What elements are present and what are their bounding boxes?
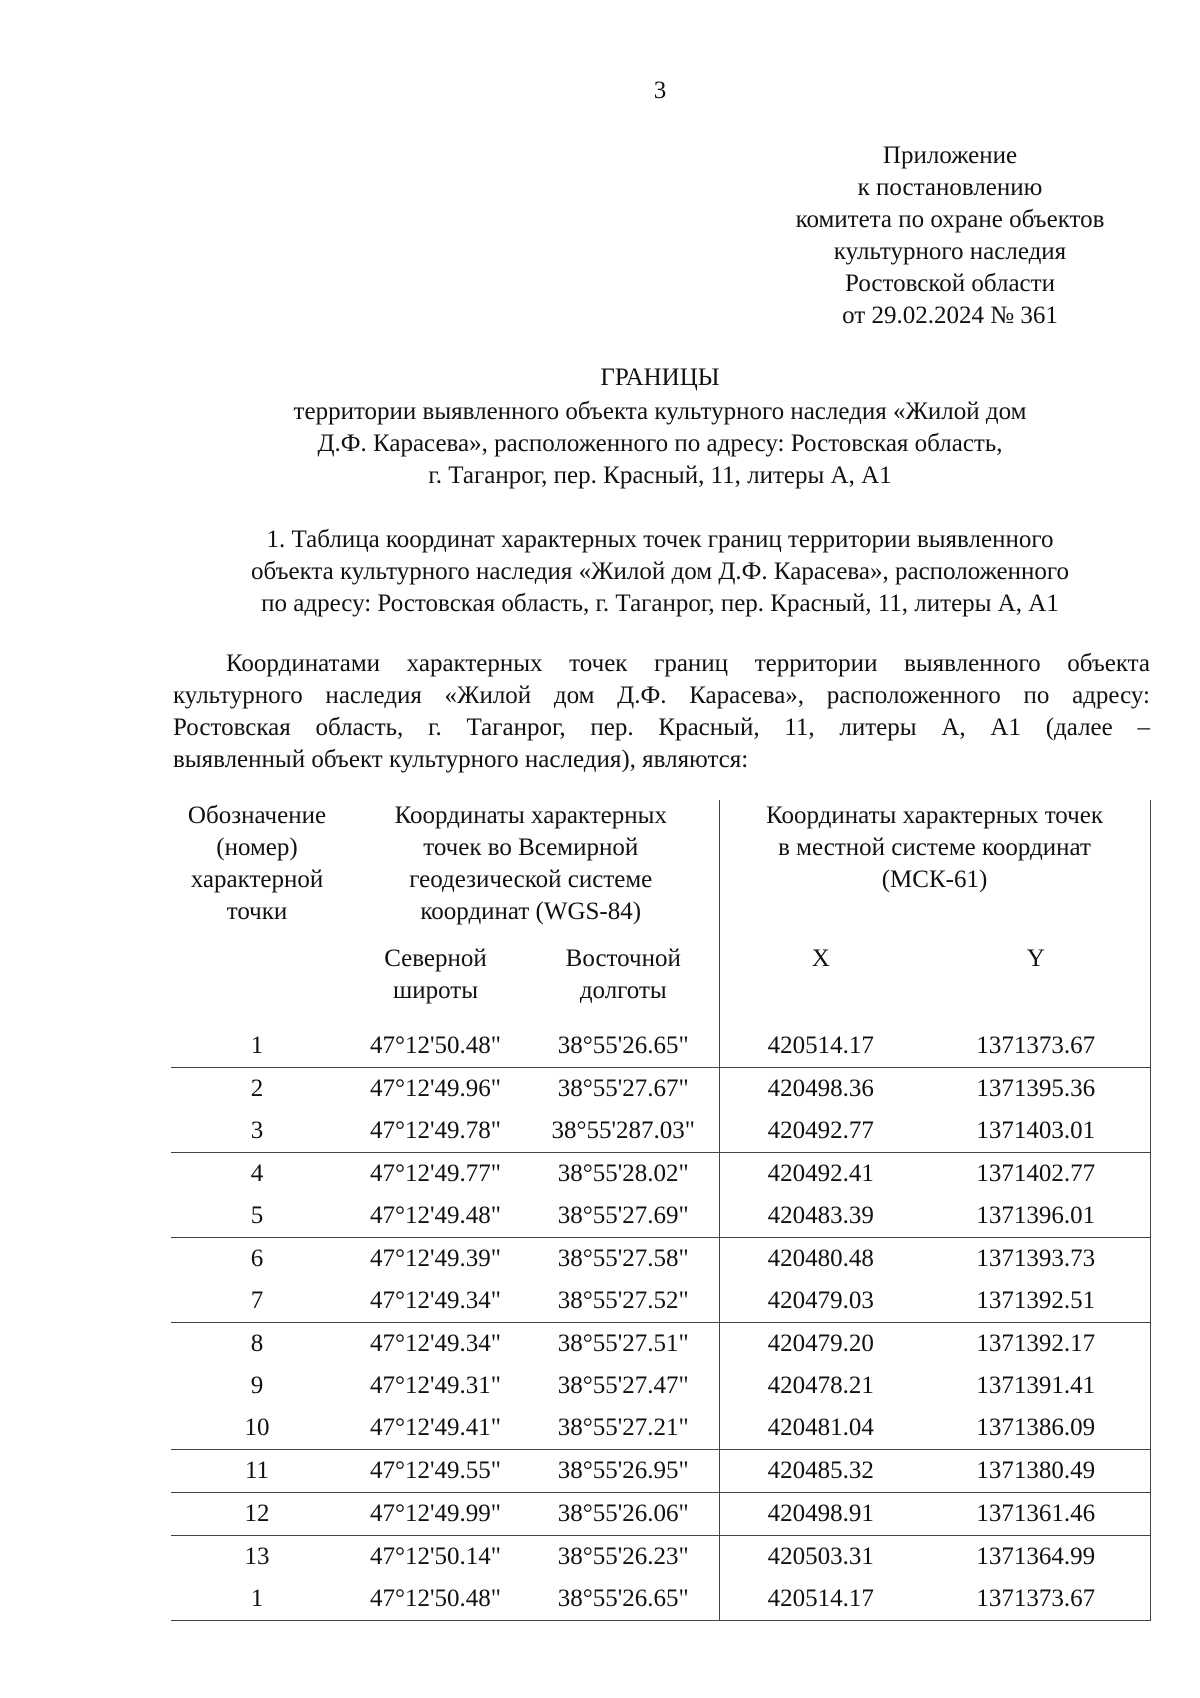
latitude-cell: 47°12'49.34" [343, 1323, 528, 1366]
x-cell: 420485.32 [719, 1450, 922, 1493]
section-heading [160, 524, 1160, 620]
y-cell: 1371373.67 [922, 1025, 1150, 1068]
y-cell: 1371373.67 [922, 1578, 1150, 1621]
longitude-cell: 38°55'27.58" [528, 1238, 719, 1281]
longitude-cell: 38°55'27.47" [557, 1372, 689, 1399]
subtitle-line: Д.Ф. Карасева», расположенного по адресу: Ростовская область, [317, 430, 1003, 457]
x-header: X [719, 943, 922, 1025]
longitude-cell: 38°55'26.95" [528, 1450, 719, 1493]
point-header: Обозначение (номер) характерной точки [187, 802, 327, 925]
intro-line: культурного наследия «Жилой дом Д.Ф. Карасева», расположенного по адресу: [173, 682, 1150, 709]
x-cell: 420478.21 [719, 1365, 922, 1407]
point-number-cell: 1 [171, 1578, 343, 1621]
longitude-cell: 38°55'27.52" [557, 1287, 689, 1314]
longitude-cell: 38°55'27.51" [528, 1323, 719, 1366]
longitude-cell: 38°55'27.67" [528, 1068, 719, 1111]
appendix-line: Приложение [882, 142, 1018, 169]
y-cell: 1371380.49 [922, 1450, 1150, 1493]
latitude-cell: 47°12'49.39" [343, 1238, 528, 1281]
point-number-cell: 1 [250, 1032, 264, 1059]
table-row [171, 1536, 1150, 1579]
x-cell: 420479.20 [719, 1323, 922, 1366]
y-cell: 1371364.99 [922, 1536, 1150, 1579]
y-cell: 1371391.41 [922, 1365, 1150, 1407]
lat-header: Северной широты [384, 945, 487, 1004]
section-heading-line: объекта культурного наследия «Жилой дом Д.Ф. Карасева», расположенного [250, 558, 1070, 585]
y-cell: 1371386.09 [922, 1407, 1150, 1450]
latitude-cell: 47°12'49.77" [343, 1153, 528, 1196]
y-header: Y [922, 943, 1150, 1025]
x-cell: 420492.41 [719, 1153, 922, 1196]
y-cell: 1371393.73 [922, 1238, 1150, 1281]
table-header-row [171, 800, 1150, 943]
intro-line: Координатами характерных точек границ территории выявленного объекта [226, 650, 1150, 677]
point-number-cell: 6 [171, 1238, 343, 1281]
table-row [171, 1578, 1150, 1621]
latitude-cell: 47°12'50.48" [343, 1578, 528, 1621]
latitude-cell: 47°12'49.41" [370, 1414, 501, 1441]
point-number-cell: 2 [171, 1068, 343, 1111]
appendix-block [760, 140, 1140, 332]
intro-paragraph [173, 648, 1150, 776]
table-row [171, 1493, 1150, 1536]
latitude-cell: 47°12'50.48" [370, 1032, 501, 1059]
subtitle-line: территории выявленного объекта культурного наследия «Жилой дом [293, 398, 1027, 425]
x-cell: 420492.77 [719, 1110, 922, 1153]
x-cell: 420483.39 [719, 1195, 922, 1238]
longitude-cell: 38°55'26.23" [528, 1536, 719, 1579]
coordinates-table [171, 800, 1151, 1621]
table-row [171, 1365, 1150, 1407]
latitude-cell: 47°12'49.48" [370, 1202, 501, 1229]
latitude-cell: 47°12'49.96" [343, 1068, 528, 1111]
wgs-header: Координаты характерных точек во Всемирной геодезической системе координат (WGS-84) [394, 802, 667, 925]
table-row [171, 1195, 1150, 1238]
latitude-cell: 47°12'49.55" [343, 1450, 528, 1493]
section-heading-line: по адресу: Ростовская область, г. Таганрог, пер. Красный, 11, литеры А, А1 [261, 590, 1059, 617]
x-cell: 420514.17 [719, 1025, 922, 1068]
point-number-cell: 12 [171, 1493, 343, 1536]
x-cell: 420480.48 [719, 1238, 922, 1281]
table-row [171, 1323, 1150, 1366]
point-number-cell: 8 [171, 1323, 343, 1366]
appendix-line: Ростовской области [845, 270, 1055, 297]
section-heading-line: 1. Таблица координат характерных точек границ территории выявленного [266, 526, 1054, 553]
doc-subtitle [160, 396, 1160, 492]
latitude-cell: 47°12'49.99" [343, 1493, 528, 1536]
x-cell: 420498.91 [719, 1493, 922, 1536]
table-subheader-row [171, 943, 1150, 1025]
appendix-line: комитета по охране объектов [795, 206, 1105, 233]
table-row [171, 1238, 1150, 1281]
x-cell: 420514.17 [719, 1578, 922, 1621]
point-number-cell: 10 [244, 1414, 270, 1441]
longitude-cell: 38°55'28.02" [528, 1153, 719, 1196]
longitude-cell: 38°55'26.65" [557, 1032, 689, 1059]
appendix-line: к постановлению [857, 174, 1043, 201]
table-row [171, 1280, 1150, 1323]
page-number: 3 [653, 77, 667, 104]
x-cell: 420503.31 [719, 1536, 922, 1579]
latitude-cell: 47°12'49.78" [370, 1117, 501, 1144]
table-row [171, 1068, 1150, 1111]
point-number-cell: 11 [171, 1450, 343, 1493]
longitude-cell: 38°55'26.06" [528, 1493, 719, 1536]
msk-header: Координаты характерных точек в местной системе координат (МСК-61) [719, 800, 1150, 943]
point-number-cell: 3 [250, 1117, 264, 1144]
y-cell: 1371392.17 [922, 1323, 1150, 1366]
table-row [171, 1407, 1150, 1450]
latitude-cell: 47°12'49.31" [370, 1372, 501, 1399]
point-number-cell: 9 [250, 1372, 264, 1399]
y-cell: 1371403.01 [922, 1110, 1150, 1153]
doc-title: ГРАНИЦЫ [600, 364, 720, 391]
point-number-cell: 5 [250, 1202, 264, 1229]
empty-subheader [171, 943, 343, 1025]
y-cell: 1371396.01 [922, 1195, 1150, 1238]
y-cell: 1371361.46 [922, 1493, 1150, 1536]
intro-line: Ростовская область, г. Таганрог, пер. Красный, 11, литеры А, А1 (далее – [173, 714, 1150, 741]
latitude-cell: 47°12'50.14" [343, 1536, 528, 1579]
latitude-cell: 47°12'49.34" [370, 1287, 501, 1314]
table-row [171, 1153, 1150, 1196]
table-row [171, 1025, 1150, 1068]
x-cell: 420481.04 [719, 1407, 922, 1450]
intro-line: выявленный объект культурного наследия), являются: [173, 746, 749, 773]
longitude-cell: 38°55'27.69" [557, 1202, 689, 1229]
longitude-cell: 38°55'287.03" [551, 1117, 695, 1144]
appendix-line: культурного наследия [833, 238, 1067, 265]
subtitle-line: г. Таганрог, пер. Красный, 11, литеры А, А1 [428, 462, 892, 489]
appendix-line: от 29.02.2024 № 361 [842, 302, 1058, 329]
y-cell: 1371402.77 [922, 1153, 1150, 1196]
longitude-cell: 38°55'27.21" [557, 1414, 689, 1441]
y-cell: 1371392.51 [922, 1280, 1150, 1323]
table-row [171, 1450, 1150, 1493]
lon-header: Восточной долготы [565, 945, 681, 1004]
longitude-cell: 38°55'26.65" [528, 1578, 719, 1621]
point-number-cell: 4 [171, 1153, 343, 1196]
y-cell: 1371395.36 [922, 1068, 1150, 1111]
point-number-cell: 13 [171, 1536, 343, 1579]
x-cell: 420498.36 [719, 1068, 922, 1111]
table-row [171, 1110, 1150, 1153]
x-cell: 420479.03 [719, 1280, 922, 1323]
point-number-cell: 7 [250, 1287, 264, 1314]
